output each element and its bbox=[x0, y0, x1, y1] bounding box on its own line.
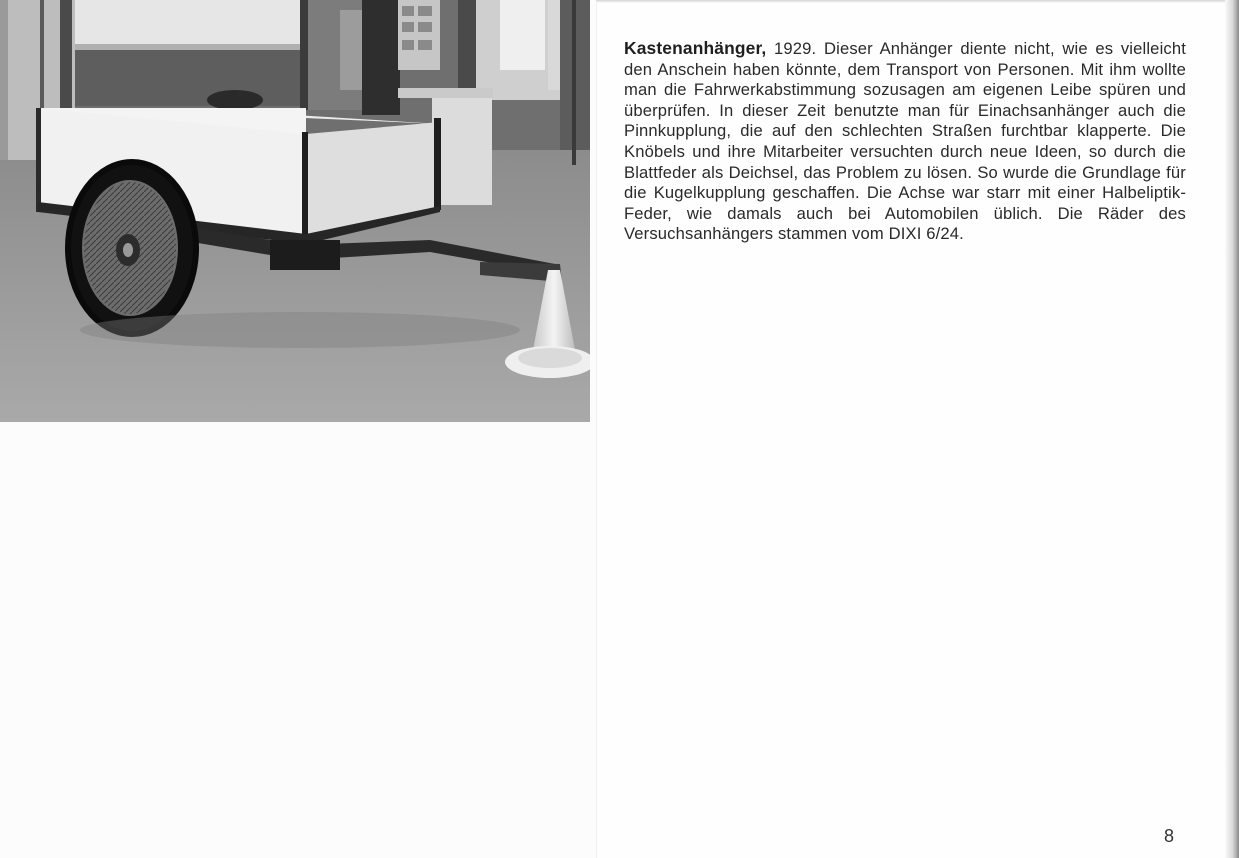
trailer-photo bbox=[0, 0, 590, 422]
caption-title: Kastenanhänger, bbox=[624, 38, 767, 58]
page-top-edge bbox=[596, 0, 1239, 3]
photo-caption bbox=[624, 38, 1186, 245]
page-binding-edge bbox=[1225, 0, 1239, 858]
caption-body: 1929. Dieser Anhänger diente nicht, wie es vielleicht den Anschein haben könnte, dem Transport von Personen. Mit ihm wollte man die Fahrwerkabstimmung sozusagen am eigenen Leibe spüren und überprüfen. In dieser Zeit benutzte man für Einachsanhänger auch die Pinnkupplung, die auf den schlechten Straßen furchtbar klapperte. Die Knöbels und ihre Mitarbeiter versuchten durch neue Ideen, so durch die Blattfeder als Deichsel, das Problem zu lösen. So wurde die Grundlage für die Kugelkupplung geschaffen. Die Achse war starr mit einer Halbeliptik-Feder, wie damals auch bei Automobilen üblich. Die Räder des Versuchsanhängers stammen vom DIXI 6/24. bbox=[624, 39, 1186, 244]
page-number: 8 bbox=[1164, 826, 1175, 846]
